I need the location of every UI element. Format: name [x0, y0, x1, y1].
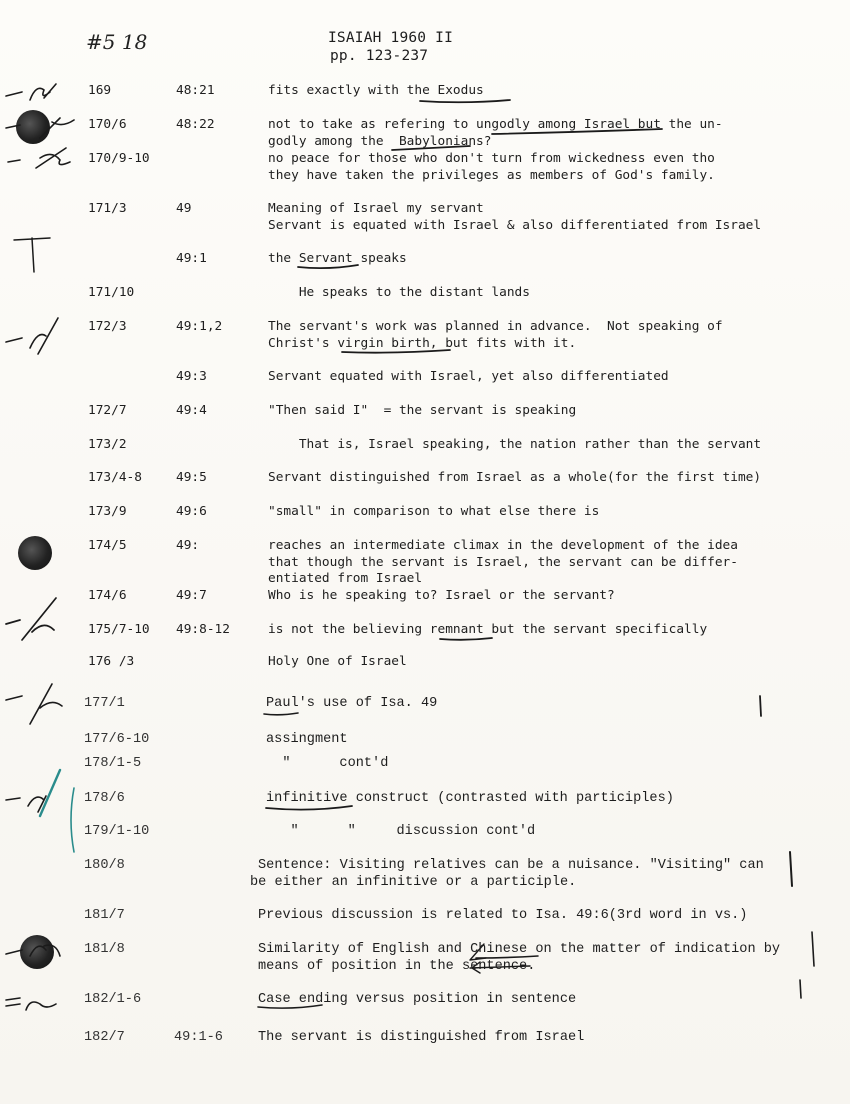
row-note: The servant is distinguished from Israel [258, 1030, 585, 1045]
row-note: godly among the Babylonians? [268, 134, 492, 149]
row-verse: 49:1-6 [174, 1030, 223, 1045]
row-note: no peace for those who don't turn from wickedness even tho [268, 151, 715, 166]
margin-mark-t [14, 238, 50, 272]
row-ref: 182/7 [84, 1030, 125, 1045]
row-verse: 49 [176, 201, 192, 216]
margin-mark [6, 684, 62, 724]
row-verse: 49:5 [176, 470, 207, 485]
row-ref: 181/7 [84, 908, 125, 923]
row-ref: 181/8 [84, 942, 125, 957]
row-ref: 173/9 [88, 504, 127, 519]
row-note: Christ's virgin birth, but fits with it. [268, 336, 577, 351]
row-note: Meaning of Israel my servant [268, 201, 484, 216]
underline-case-ending [258, 1005, 322, 1008]
document-title: ISAIAH 1960 II [328, 30, 454, 46]
vertical-bar [812, 932, 814, 966]
row-ref: 177/6-10 [84, 732, 150, 747]
file-mark: #5 18 [86, 30, 148, 54]
row-verse: 49:3 [176, 369, 207, 384]
margin-mark [6, 118, 74, 138]
row-ref: 171/10 [88, 285, 135, 300]
row-ref: 176 /3 [88, 654, 135, 669]
margin-mark [6, 84, 56, 100]
row-note: "small" in comparison to what else there is [268, 504, 600, 519]
row-note: fits exactly with the Exodus [268, 83, 484, 98]
row-ref: 178/6 [84, 791, 125, 806]
row-note: Holy One of Israel [268, 654, 407, 669]
underline-babylonians [392, 146, 470, 150]
row-verse: 49:4 [176, 403, 207, 418]
row-verse: 48:22 [176, 117, 215, 132]
row-note: that though the servant is Israel, the servant can be differ- [268, 555, 738, 570]
row-note: Similarity of English and Chinese on the matter of indication by [258, 942, 781, 957]
row-note: The servant's work was planned in advance. Not speaking of [268, 319, 723, 334]
vertical-bar [800, 980, 801, 998]
margin-mark [6, 598, 56, 640]
underline-servant [298, 265, 358, 268]
margin-mark-teal [40, 770, 60, 816]
row-note: Servant is equated with Israel & also differentiated from Israel [268, 218, 762, 233]
row-note: " " discussion cont'd [266, 824, 536, 839]
row-note: reaches an intermediate climax in the development of the idea [268, 538, 738, 553]
row-note: not to take as refering to ungodly among Israel but the un- [268, 117, 723, 132]
row-note: they have taken the privileges as members of God's family. [268, 168, 715, 183]
row-ref: 172/3 [88, 319, 127, 334]
row-ref: 182/1-6 [84, 992, 142, 1007]
margin-mark [6, 796, 46, 812]
row-note: entiated from Israel [268, 571, 423, 586]
row-note: the Servant speaks [268, 251, 407, 266]
row-ref: 179/1-10 [84, 824, 150, 839]
margin-mark [6, 318, 58, 354]
row-note: That is, Israel speaking, the nation rather than the servant [268, 437, 762, 452]
underline-ungodly-among-israel [492, 129, 662, 134]
row-note: He speaks to the distant lands [268, 285, 530, 300]
row-verse: 49:8-12 [176, 622, 230, 637]
row-verse: 49:6 [176, 504, 207, 519]
row-note: assingment [266, 732, 348, 747]
row-note: "Then said I" = the servant is speaking [268, 403, 577, 418]
underline-pauls [264, 713, 298, 715]
row-verse: 48:21 [176, 83, 215, 98]
row-verse: 49:1,2 [176, 319, 223, 334]
row-ref: 170/6 [88, 117, 127, 132]
margin-bracket-teal [71, 788, 74, 852]
row-note: is not the believing remnant but the servant specifically [268, 622, 708, 637]
row-note: " cont'd [266, 756, 389, 771]
row-ref: 173/2 [88, 437, 127, 452]
row-ref: 173/4-8 [88, 470, 142, 485]
row-ref: 169 [88, 83, 112, 98]
page-range: pp. 123-237 [330, 48, 429, 64]
row-note: means of position in the sentence. [258, 959, 536, 974]
row-ref: 171/3 [88, 201, 127, 216]
arrow-sentence [470, 962, 530, 973]
row-verse: 49:1 [176, 251, 207, 266]
underline-infinitive [266, 806, 352, 810]
row-note: Who is he speaking to? Israel or the servant? [268, 588, 615, 603]
vertical-bar [790, 852, 792, 886]
row-ref: 180/8 [84, 858, 125, 873]
margin-mark [8, 148, 70, 168]
row-note: infinitive construct (contrasted with participles) [266, 791, 674, 806]
row-ref: 177/1 [84, 696, 125, 711]
underline-exodus [420, 100, 510, 102]
row-ref: 174/5 [88, 538, 127, 553]
underline-virgin-birth [342, 350, 450, 353]
row-note: Paul's use of Isa. 49 [266, 696, 438, 711]
row-note: Previous discussion is related to Isa. 49:6(3rd word in vs.) [258, 908, 748, 923]
row-ref: 172/7 [88, 403, 127, 418]
row-verse: 49: [176, 538, 200, 553]
row-note: Servant distinguished from Israel as a whole(for the first time) [268, 470, 762, 485]
row-ref: 174/6 [88, 588, 127, 603]
row-note: be either an infinitive or a participle. [250, 875, 577, 890]
vertical-bar [760, 696, 761, 716]
margin-mark [6, 998, 56, 1010]
row-ref: 175/7-10 [88, 622, 150, 637]
row-note: Servant equated with Israel, yet also differentiated [268, 369, 669, 384]
row-ref: 170/9-10 [88, 151, 150, 166]
row-note: Sentence: Visiting relatives can be a nuisance. "Visiting" can [258, 858, 764, 873]
margin-mark [6, 945, 60, 956]
row-ref: 178/1-5 [84, 756, 142, 771]
row-verse: 49:7 [176, 588, 207, 603]
underline-remnant [440, 638, 492, 640]
row-note: Case ending versus position in sentence [258, 992, 577, 1007]
